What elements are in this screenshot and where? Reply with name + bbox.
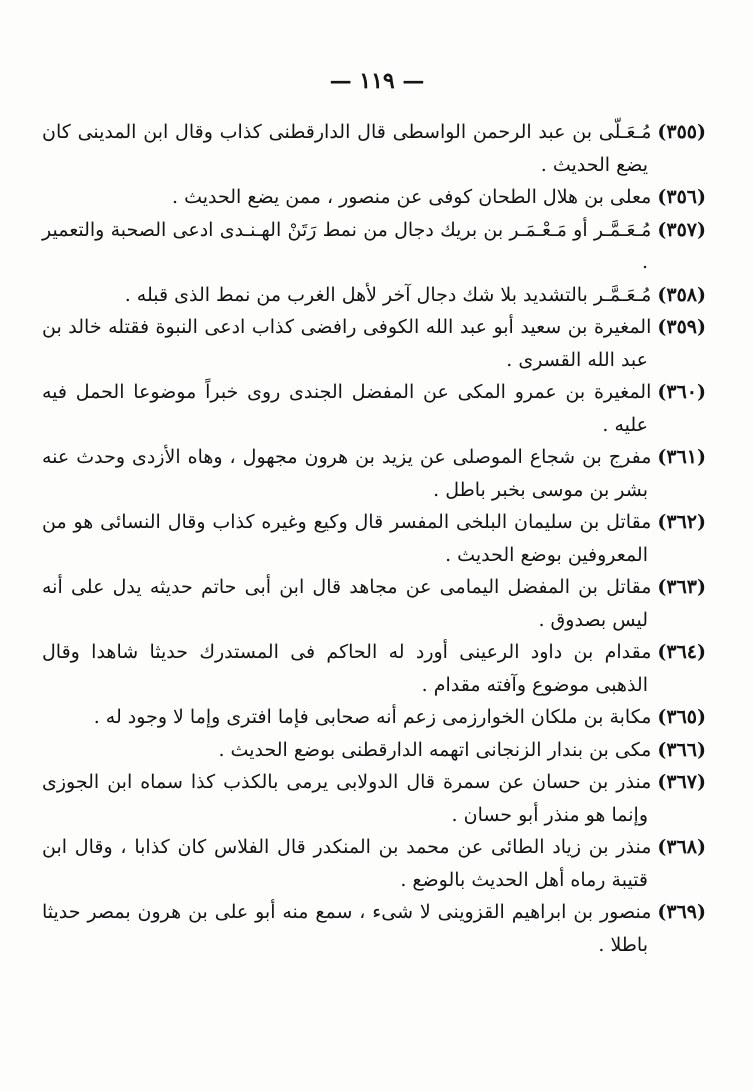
entry-367: [42, 766, 706, 831]
entry-364: [42, 636, 706, 701]
entry-number: (٣٥٨): [657, 283, 706, 306]
entry-text: المغيرة بن عمرو المكى عن المفضل الجندى روى خبراً موضوعا الحمل فيه عليه .: [42, 381, 652, 436]
entry-text: مفرج بن شجاع الموصلى عن يزيد بن هرون مجهول ، وهاه الأزدى وحدث عنه بشر بن موسى بخبر باطل .: [42, 446, 652, 501]
entry-363: [42, 571, 706, 636]
entry-369: [42, 896, 706, 961]
entry-356: [42, 181, 706, 214]
entry-365: [42, 701, 706, 734]
entry-text: مُـعَـلّى بن عبد الرحمن الواسطى قال الدارقطنى كذاب وقال ابن المدينى كان يضع الحديث .: [42, 121, 652, 176]
entry-text: مُـعَـمَّـر بالتشديد بلا شك دجال آخر لأهل الغرب من نمط الذى قبله .: [124, 283, 652, 306]
entry-number: (٣٦٠): [657, 381, 706, 403]
entry-text: منذر بن حسان عن سمرة قال الدولابى يرمى بالكذب كذا سماه ابن الجوزى وإنما هو منذر أبو حسان .: [42, 771, 652, 826]
entry-360: [42, 376, 706, 441]
entry-number: (٣٥٧): [657, 218, 706, 241]
entry-number: (٣٥٩): [657, 316, 706, 338]
entry-361: [42, 441, 706, 506]
entry-number: (٣٦٦): [657, 738, 706, 761]
entry-text: مُـعَـمَّـر أو مَـعْـمَـر بن بريك دجال من نمط رَتَنْ الهـنـدى ادعى الصحبة والتعمير .: [42, 218, 652, 273]
entry-number: (٣٦٣): [657, 576, 706, 598]
entry-text: مكابة بن ملكان الخوارزمى زعم أنه صحابى فإما افترى وإما لا وجود له .: [93, 706, 652, 728]
entry-number: (٣٦٤): [657, 641, 706, 663]
entry-text: مقاتل بن المفضل اليمامى عن مجاهد قال ابن أبى حاتم حديثه يدل على أنه ليس بصدوق .: [42, 576, 652, 631]
entry-list: [42, 116, 706, 961]
entry-text: مقاتل بن سليمان البلخى المفسر قال وكيع وغيره كذاب وقال النسائى هو من المعروفين بوضع الحديث .: [42, 511, 652, 566]
entry-text: مكى بن بندار الزنجانى اتهمه الدارقطنى بوضع الحديث .: [218, 738, 652, 761]
entry-number: (٣٥٦): [657, 186, 706, 208]
entry-number: (٣٦٥): [657, 706, 706, 728]
entry-text: مقدام بن داود الرعينى أورد له الحاكم فى المستدرك حديثا شاهدا وقال الذهبى موضوع وآفته مقدام .: [42, 641, 652, 696]
entry-number: (٣٥٥): [657, 121, 706, 143]
entry-number: (٣٦٨): [657, 836, 706, 858]
entry-357: [42, 214, 706, 279]
entry-362: [42, 506, 706, 571]
entry-366: [42, 734, 706, 767]
entry-text: المغيرة بن سعيد أبو عبد الله الكوفى رافضى كذاب ادعى النبوة فقتله خالد بن عبد الله القسرى .: [42, 316, 652, 371]
entry-text: منصور بن ابراهيم القزوينى لا شىء ، سمع منه أبو على بن هرون بمصر حديثا باطلا .: [42, 901, 652, 956]
entry-368: [42, 831, 706, 896]
entry-number: (٣٦٧): [657, 771, 706, 793]
entry-355: [42, 116, 706, 181]
entry-359: [42, 311, 706, 376]
page-number: — ١١٩ —: [329, 68, 425, 94]
entry-text: معلى بن هلال الطحان كوفى عن منصور ، ممن يضع الحديث .: [172, 186, 652, 208]
entry-text: منذر بن زياد الطائى عن محمد بن المنكدر قال الفلاس كان كذابا ، وقال ابن قتيبة رماه أهل الحديث بالوضع .: [42, 836, 652, 891]
entry-number: (٣٦٢): [657, 511, 706, 533]
entry-number: (٣٦١): [657, 446, 706, 468]
entry-358: [42, 279, 706, 312]
entry-number: (٣٦٩): [657, 901, 706, 923]
